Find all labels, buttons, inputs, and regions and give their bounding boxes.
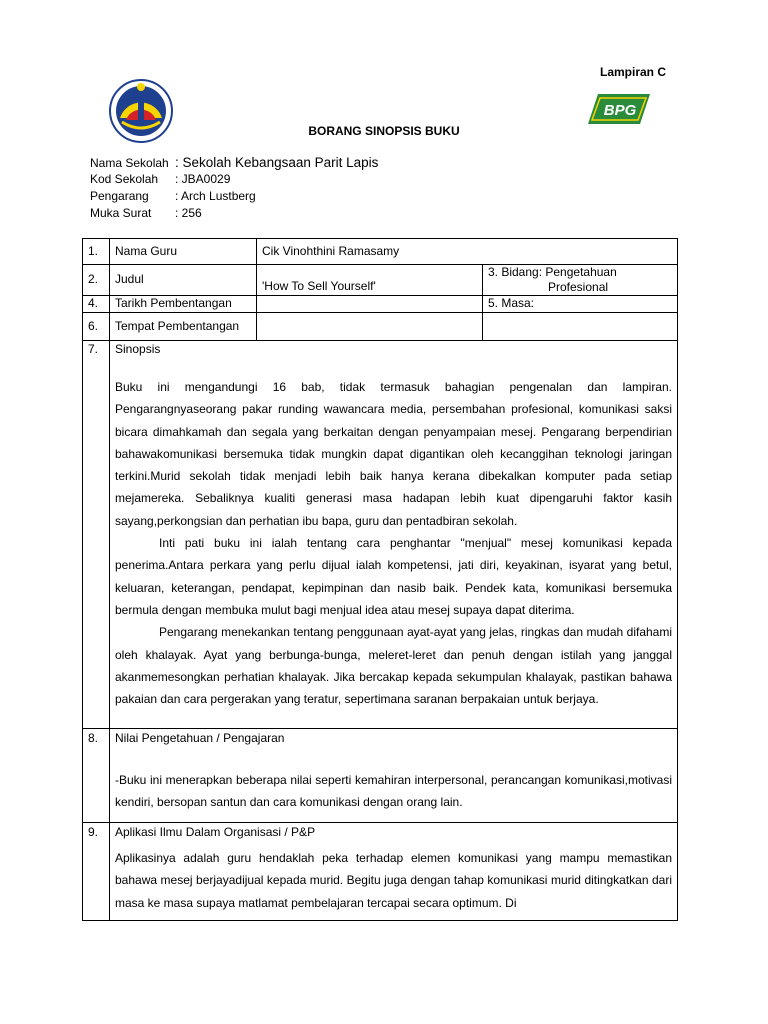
row-label: Nama Guru — [110, 239, 257, 265]
row-label: Judul — [110, 265, 257, 296]
sinopsis-paragraph-3: Pengarang menekankan tentang penggunaan ayat-ayat yang jelas, ringkas dan mudah difahami oleh khalayak. Ayat yang berbunga-bunga, meleret-leret dan penuh dengan istilah yang janggal akanmemesongkan perhatian khalayak. Jika bercakap kepada sekumpulan khalayak, pastikan bahawa pakaian dan cara pergerakan yang teratur, sepertimana saranan berpakaian untuk berjaya. — [115, 625, 673, 707]
bpg-logo-text: BPG — [603, 102, 637, 119]
form-row-nilai — [83, 729, 678, 823]
form-row-nama-guru — [83, 239, 678, 265]
form-row-tarikh — [83, 296, 678, 313]
sinopsis-cell — [110, 341, 678, 729]
row-number: 2. — [83, 265, 110, 296]
judul-value: 'How To Sell Yourself' — [257, 265, 483, 296]
nilai-label: Nilai Pengetahuan / Pengajaran — [115, 731, 285, 745]
form-row-sinopsis — [83, 341, 678, 729]
info-value: : JBA0029 — [175, 172, 231, 186]
info-label: Pengarang — [90, 189, 149, 203]
form-row-tempat — [83, 313, 678, 341]
info-pengarang — [90, 188, 256, 205]
info-nama-sekolah — [90, 154, 378, 172]
synopsis-form-table — [82, 238, 678, 921]
info-value: : 256 — [175, 206, 202, 220]
bidang-value: Profesional — [548, 280, 609, 294]
info-muka-surat — [90, 205, 202, 222]
row-number: 1. — [83, 239, 110, 265]
nilai-paragraph: -Buku ini menerapkan beberapa nilai seperti kemahiran interpersonal, perancangan komunikasi,motivasi kendiri, bersopan santun dan cara komunikasi dengan orang lain. — [115, 773, 673, 810]
nama-guru-value: Cik Vinohthini Ramasamy — [257, 239, 678, 265]
sinopsis-paragraph-1: Buku ini mengandungi 16 bab, tidak termasuk bahagian pengenalan dan lampiran. Pengarangnyaseorang pakar runding wawancara media, persembahan profesional, komunikasi saksi bicara dimahkamah dan segala yang berkaitan dengan penyampaian mesej. Pengarang berpendirian bahawakomunikasi bersemuka tidak mungkin dapat digantikan oleh kecanggihan teknologi jaringan terkini.Murid sekolah tidak menjadi lebih baik hanya kerana dibekalkan komputer pada setiap mejamereka. Sebaliknya kualiti generasi masa hadapan lebih kuat dipengaruhi faktor kasih sayang,perkongsian dan perhatian ibu bapa, guru dan pentadbiran sekolah. — [115, 380, 673, 528]
form-row-judul — [83, 265, 678, 296]
bpg-logo-icon — [584, 90, 652, 128]
row-number: 9. — [83, 823, 110, 921]
row-number: 7. — [83, 341, 110, 729]
aplikasi-cell — [110, 823, 678, 921]
info-kod-sekolah — [90, 171, 230, 188]
info-label: Muka Surat — [90, 206, 152, 220]
bidang-label: 3. Bidang: Pengetahuan — [488, 265, 617, 279]
nilai-cell — [110, 729, 678, 823]
row-number: 6. — [83, 313, 110, 341]
row-label: Tempat Pembentangan — [110, 313, 257, 341]
info-label: Kod Sekolah — [90, 172, 159, 186]
row-number: 4. — [83, 296, 110, 313]
sinopsis-paragraph-2: Inti pati buku ini ialah tentang cara penghantar "menjual" mesej komunikasi kepada penerima.Antara perkara yang perlu dijual ialah kompetensi, jati diri, keyakinan, isyarat yang betul, keluaran, keterangan, pendapat, kepimpinan dan nasib baik. Pendek kata, komunikasi bersemuka bermula dengan membuka mulut bagi menjual idea atau mesej supaya dapat diterima. — [115, 536, 673, 617]
aplikasi-paragraph: Aplikasinya adalah guru hendaklah peka terhadap elemen komunikasi yang mampu memastikan bahawa mesej berjayadijual kepada murid. Begitu juga dengan tahap komunikasi murid ditingkatkan dari masa ke masa supaya matlamat pembelajaran tercapai secara optimum. Di — [115, 851, 673, 910]
info-value: : Arch Lustberg — [175, 189, 256, 203]
bidang-cell — [483, 265, 678, 296]
info-label: Nama Sekolah — [90, 156, 169, 170]
tempat-value — [257, 313, 483, 341]
masa-label: 5. Masa: — [483, 296, 678, 313]
lampiran-label: Lampiran C — [600, 65, 667, 79]
row-number: 8. — [83, 729, 110, 823]
info-value: : Sekolah Kebangsaan Parit Lapis — [175, 155, 379, 170]
page-title: BORANG SINOPSIS BUKU — [308, 124, 460, 138]
aplikasi-label: Aplikasi Ilmu Dalam Organisasi / P&P — [115, 825, 316, 839]
sinopsis-label: Sinopsis — [115, 342, 161, 356]
tempat-extra — [483, 313, 678, 341]
tarikh-value — [257, 296, 483, 313]
form-row-aplikasi — [83, 823, 678, 921]
row-label: Tarikh Pembentangan — [110, 296, 257, 313]
